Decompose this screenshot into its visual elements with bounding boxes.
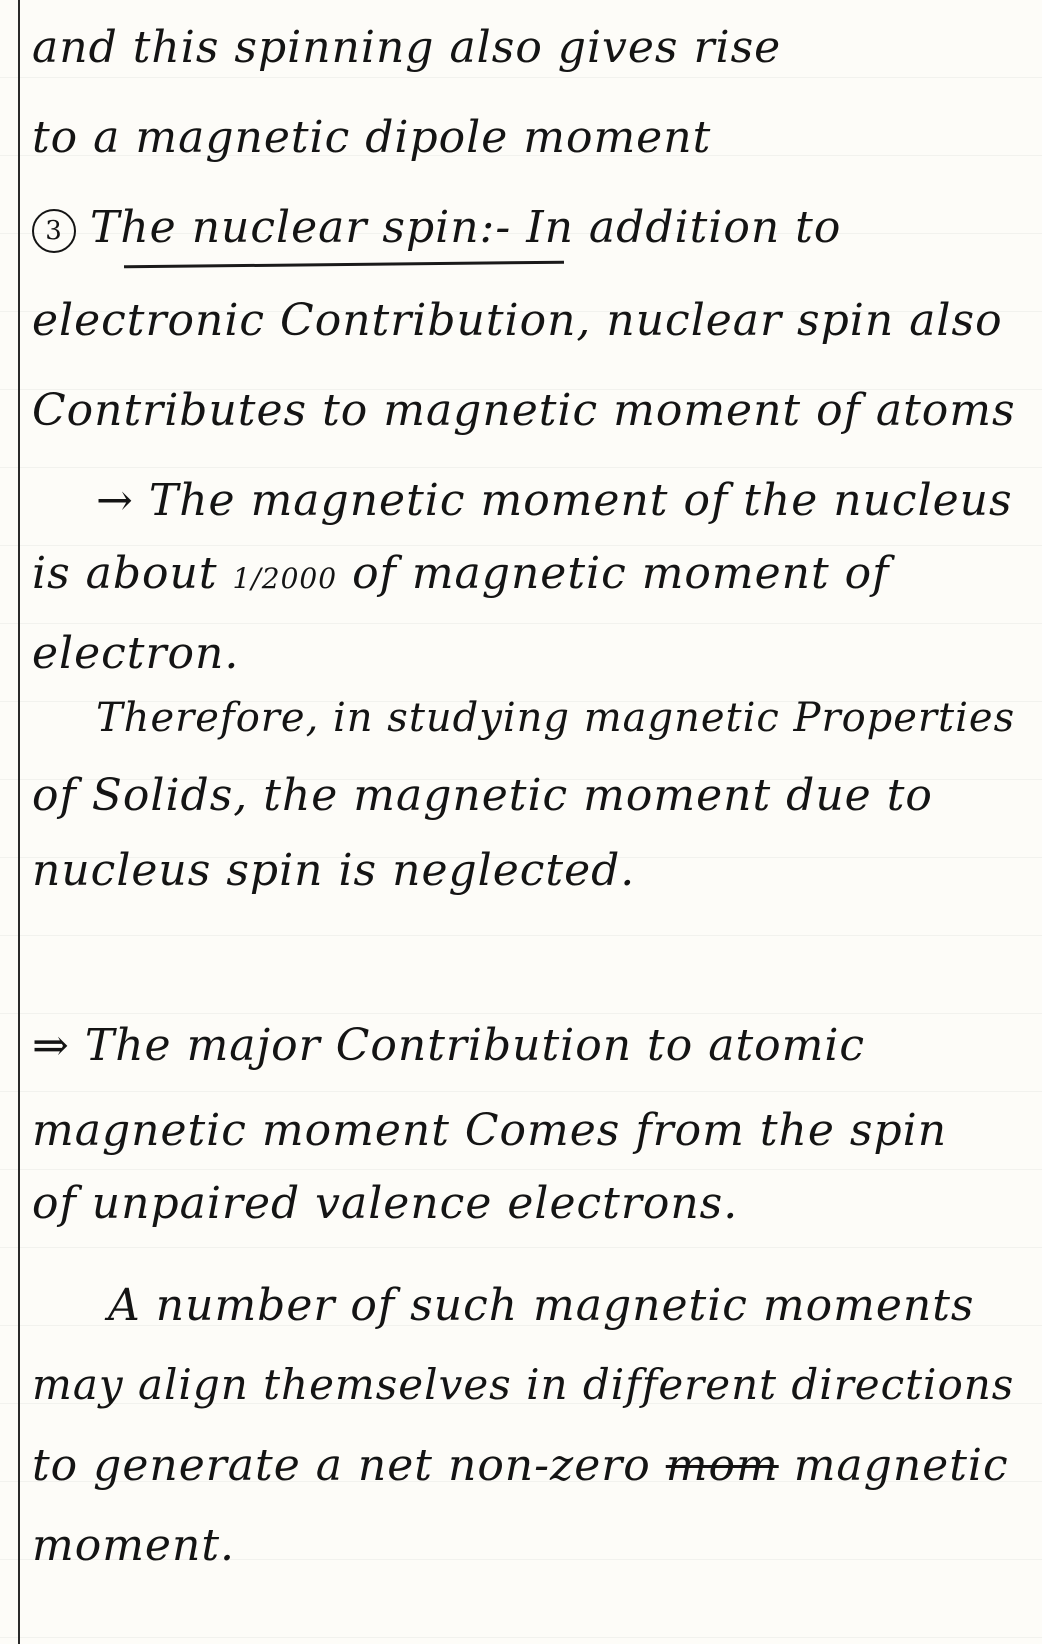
text-line-12: nucleus spin is neglected. bbox=[32, 845, 636, 896]
text-line-15: of unpaired valence electrons. bbox=[32, 1178, 739, 1229]
item-number-marker: 3 bbox=[32, 209, 76, 253]
text-line-14: magnetic moment Comes from the spin bbox=[32, 1105, 948, 1156]
double-arrow-line bbox=[32, 1020, 865, 1071]
section-heading-text: The nuclear spin:- In addition to bbox=[90, 202, 842, 253]
fraction-line bbox=[32, 548, 889, 599]
fraction-line-end: of magnetic moment of bbox=[352, 548, 890, 599]
strike-line-end: magnetic bbox=[793, 1440, 1009, 1491]
arrow-line bbox=[96, 475, 1013, 526]
fraction-line-start: is about bbox=[32, 548, 218, 599]
text-line-11: of Solids, the magnetic moment due to bbox=[32, 770, 933, 821]
fraction-value: 1/2000 bbox=[232, 562, 338, 595]
double-arrow-icon: ⇒ bbox=[32, 1020, 70, 1071]
heading-underline bbox=[124, 261, 564, 269]
section-heading-line bbox=[32, 202, 841, 253]
double-arrow-line-text: The major Contribution to atomic bbox=[84, 1020, 866, 1071]
struck-out-word: mom bbox=[665, 1440, 779, 1491]
text-line-5: Contributes to magnetic moment of atoms bbox=[32, 385, 1016, 436]
arrow-icon: → bbox=[96, 475, 134, 526]
text-line-4: electronic Contribution, nuclear spin also bbox=[32, 295, 1003, 346]
text-line-1: and this spinning also gives rise bbox=[32, 22, 782, 73]
arrow-line-text: The magnetic moment of the nucleus bbox=[148, 475, 1013, 526]
margin-line bbox=[18, 0, 20, 1644]
text-line-10: Therefore, in studying magnetic Properties bbox=[96, 695, 1016, 741]
text-line-17: may align themselves in different directions bbox=[32, 1360, 1015, 1409]
strike-line bbox=[32, 1440, 1009, 1491]
text-line-16: A number of such magnetic moments bbox=[108, 1280, 975, 1331]
text-line-2: to a magnetic dipole moment bbox=[32, 112, 712, 163]
strike-line-start: to generate a net non-zero bbox=[32, 1440, 651, 1491]
text-line-19: moment. bbox=[32, 1520, 235, 1571]
text-line-9: electron. bbox=[32, 628, 240, 679]
